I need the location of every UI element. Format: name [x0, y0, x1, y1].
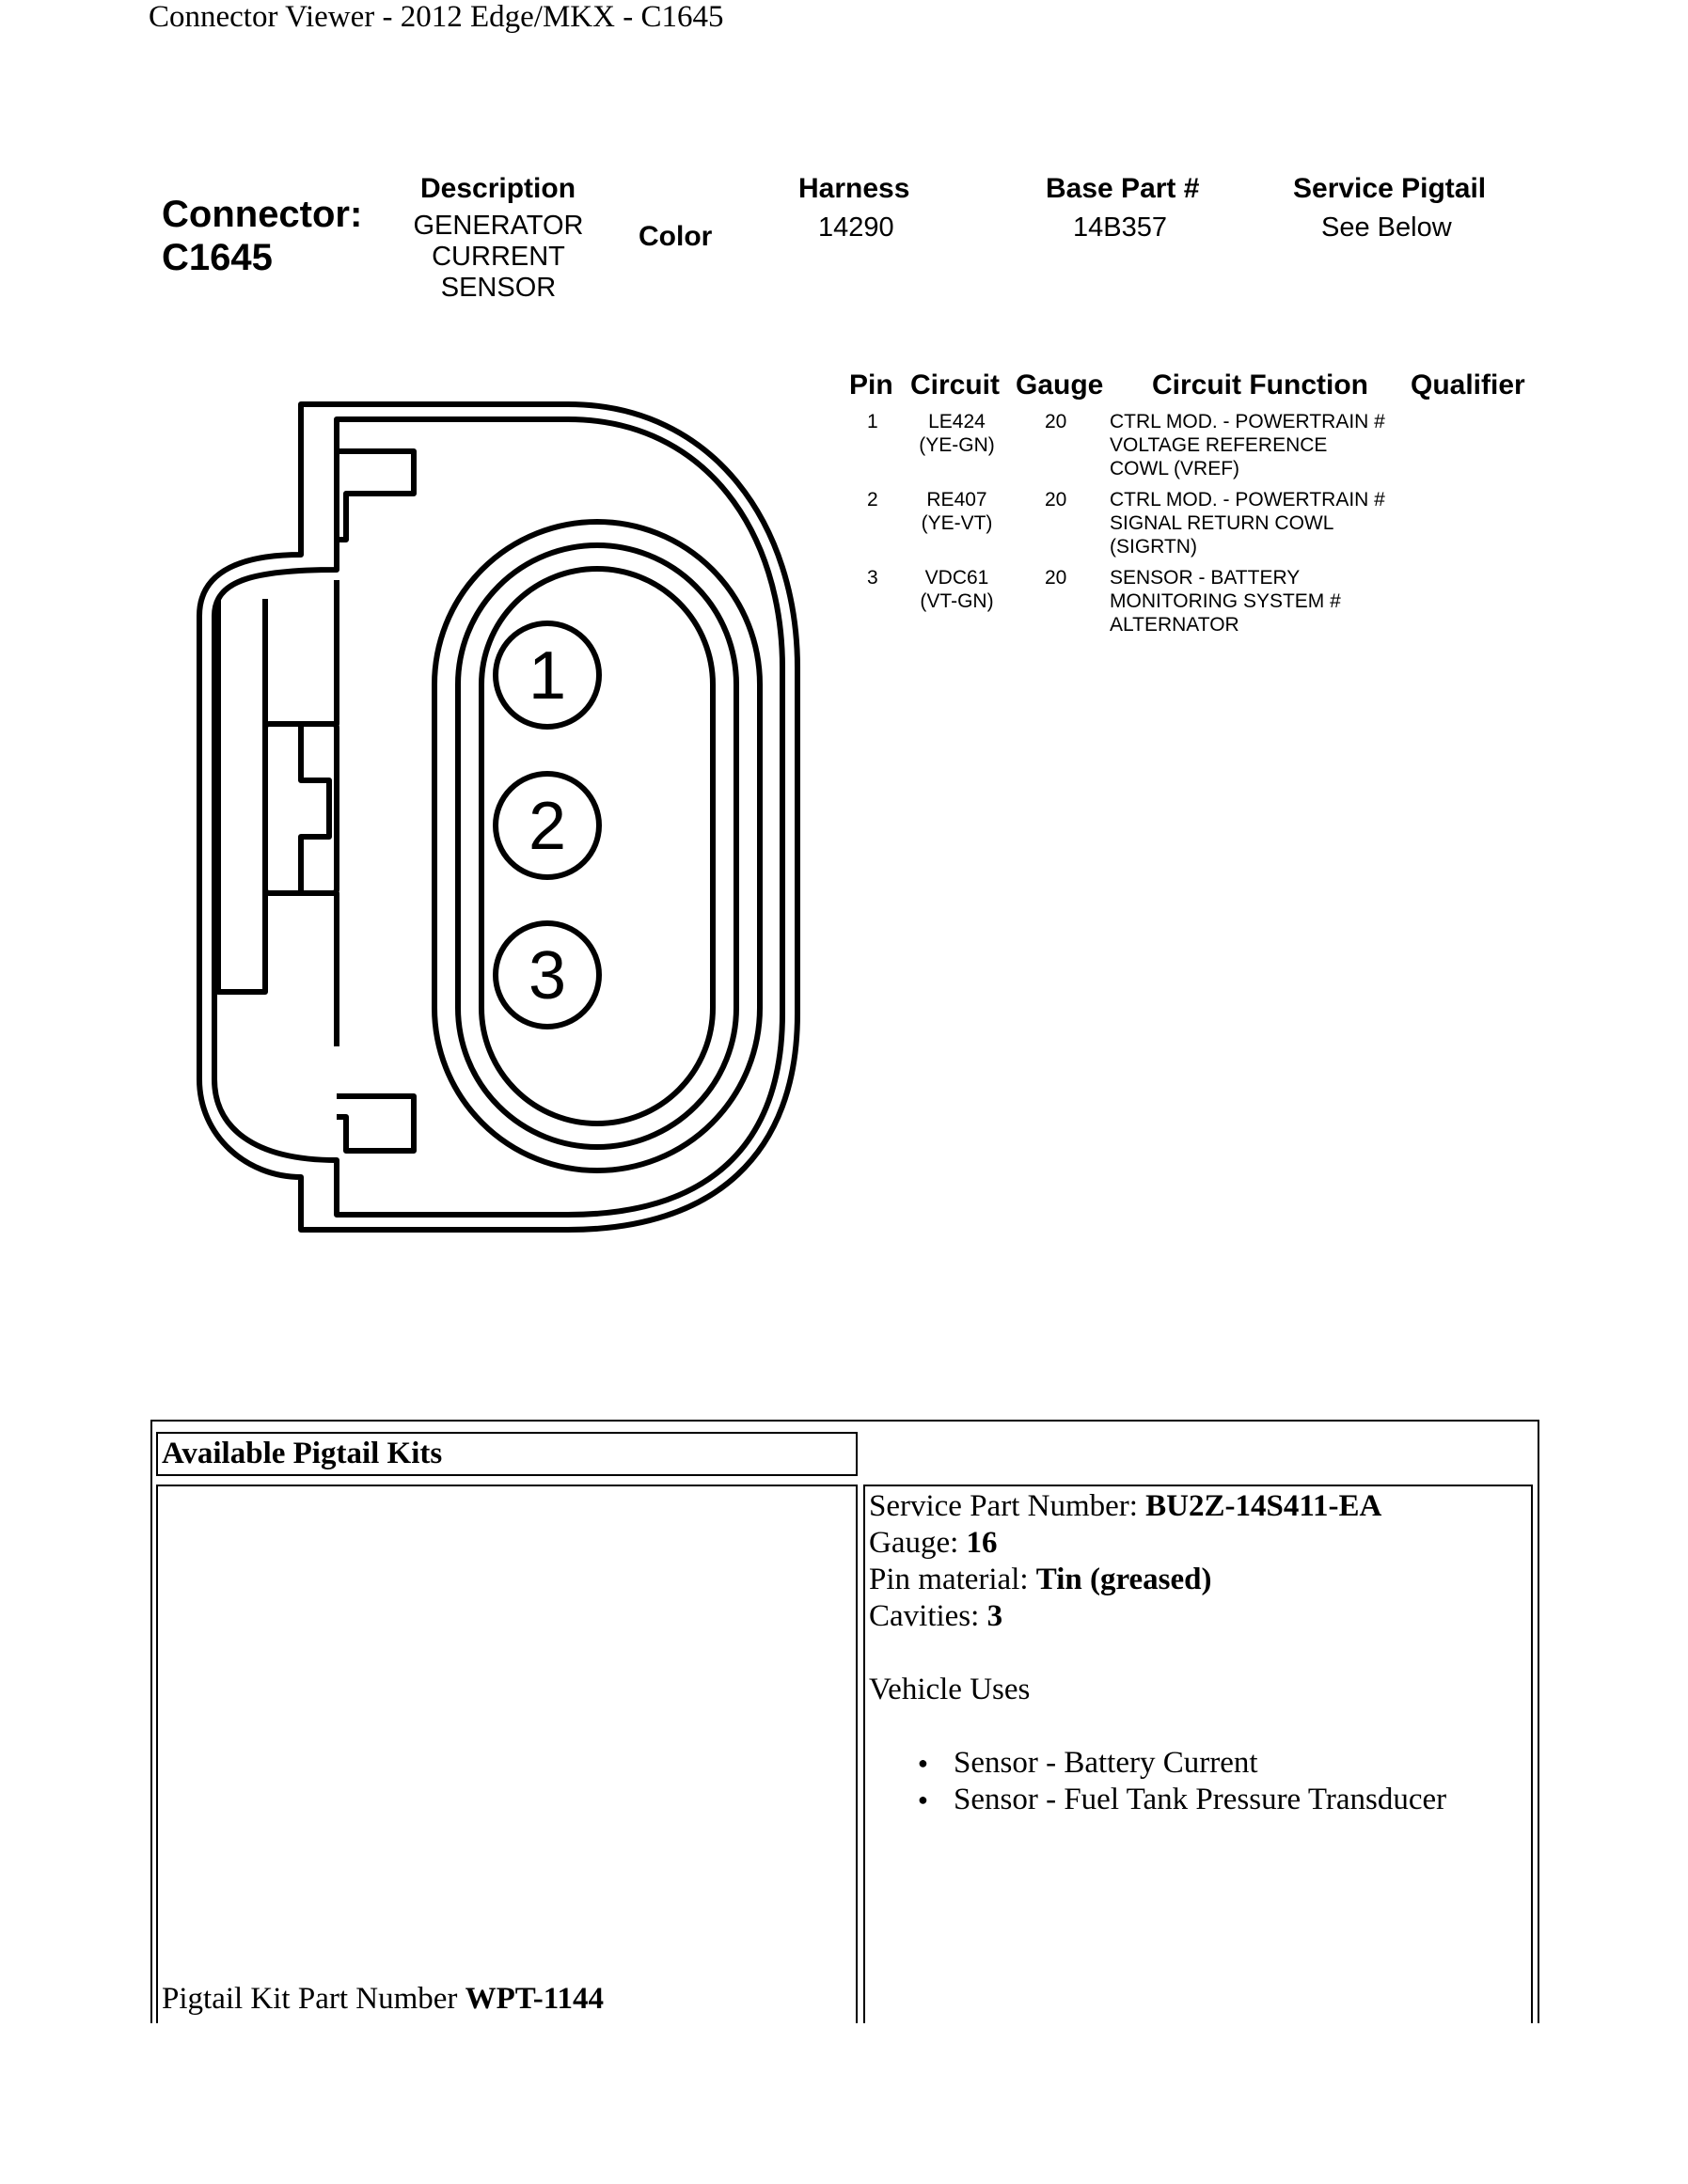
cavities-value: 3: [986, 1599, 1003, 1633]
function-line: ALTERNATOR: [1110, 614, 1239, 636]
circuit-id: LE424: [928, 411, 986, 432]
connector-id: C1645: [162, 237, 273, 278]
function-line: COWL (VREF): [1110, 458, 1240, 479]
color-header: Color: [639, 221, 713, 252]
vehicle-use-item: ● Sensor - Battery Current: [918, 1745, 1446, 1782]
pin-number: 1: [867, 411, 878, 432]
circuit-col-header: Circuit: [910, 369, 1001, 401]
vehicle-use-item: ● Sensor - Fuel Tank Pressure Transducer: [918, 1782, 1446, 1818]
circuit-cell: [912, 410, 1002, 457]
pigtail-heading: Available Pigtail Kits: [162, 1437, 443, 1470]
service-pigtail-value: See Below: [1321, 212, 1452, 243]
circuit-cell: [912, 488, 1002, 535]
circuit-id: RE407: [926, 489, 987, 511]
function-line: CTRL MOD. - POWERTRAIN #: [1110, 489, 1385, 511]
connector-label-text: Connector:: [162, 194, 363, 235]
pin-material-line: [869, 1562, 1446, 1598]
pin-material-label: Pin material:: [869, 1563, 1036, 1596]
function-cell: [1110, 410, 1385, 480]
base-part-value: 14B357: [1073, 212, 1167, 243]
function-line: (SIGRTN): [1110, 536, 1197, 558]
cavities-label: Cavities:: [869, 1599, 987, 1633]
gauge-cell: 20: [1045, 567, 1067, 589]
description-line: CURRENT: [432, 242, 565, 272]
kit-part-number-line: [162, 1981, 604, 2018]
service-part-label: Service Part Number:: [869, 1489, 1146, 1523]
top-latch: [337, 451, 414, 540]
gauge-line: [869, 1525, 1446, 1562]
lock-tab-slot: [218, 599, 265, 992]
pigtail-heading-cell: [156, 1432, 858, 1476]
page-title: Connector Viewer - 2012 Edge/MKX - C1645: [149, 0, 724, 34]
pin-1-label: 1: [528, 638, 567, 714]
service-part-line: [869, 1488, 1446, 1525]
cavities-line: [869, 1598, 1446, 1635]
description-line: SENSOR: [440, 273, 557, 303]
function-line: SENSOR - BATTERY: [1110, 567, 1301, 589]
service-pigtail-header: Service Pigtail: [1293, 173, 1487, 204]
function-line: MONITORING SYSTEM #: [1110, 590, 1341, 612]
circuit-color: (YE-VT): [921, 512, 993, 534]
function-line: VOLTAGE REFERENCE: [1110, 434, 1328, 456]
circuit-cell: [912, 566, 1002, 613]
qualifier-col-header: Qualifier: [1411, 369, 1525, 401]
gauge-col-header: Gauge: [1016, 369, 1104, 401]
pigtail-details-cell: [863, 1485, 1533, 2023]
circuit-id: VDC61: [924, 567, 989, 589]
description-header: Description: [420, 173, 576, 204]
function-line: CTRL MOD. - POWERTRAIN #: [1110, 411, 1385, 432]
function-cell: [1110, 566, 1341, 636]
pigtail-image-cell: [156, 1485, 858, 2023]
gauge-cell: 20: [1045, 489, 1067, 511]
service-part-value: BU2Z-14S411-EA: [1145, 1489, 1382, 1523]
function-cell: [1110, 488, 1385, 558]
function-line: SIGNAL RETURN COWL: [1110, 512, 1334, 534]
function-col-header: Circuit Function: [1152, 369, 1368, 401]
pigtail-details: [869, 1488, 1446, 1818]
gauge-cell: 20: [1045, 411, 1067, 432]
bottom-latch: [337, 1096, 414, 1151]
pin-number: 3: [867, 567, 878, 589]
base-part-header: Base Part #: [1046, 173, 1200, 204]
kit-part-label: Pigtail Kit Part Number: [162, 1982, 465, 2016]
vehicle-uses-label: Vehicle Uses: [869, 1673, 1031, 1706]
pin-number: 2: [867, 489, 878, 511]
pin-3-label: 3: [528, 938, 567, 1013]
gauge-label: Gauge:: [869, 1526, 967, 1560]
harness-value: 14290: [818, 212, 894, 243]
pin-material-value: Tin (greased): [1035, 1563, 1212, 1596]
kit-part-value: WPT-1144: [465, 1982, 604, 2016]
harness-header: Harness: [798, 173, 910, 204]
pin-col-header: Pin: [849, 369, 893, 401]
gauge-value: 16: [966, 1526, 998, 1560]
circuit-color: (VT-GN): [920, 590, 994, 612]
lock-tab: [301, 580, 337, 1046]
pin-2-label: 2: [528, 789, 567, 864]
description-line: GENERATOR: [413, 211, 584, 241]
vehicle-uses-list: [918, 1745, 1446, 1818]
circuit-color: (YE-GN): [919, 434, 995, 456]
